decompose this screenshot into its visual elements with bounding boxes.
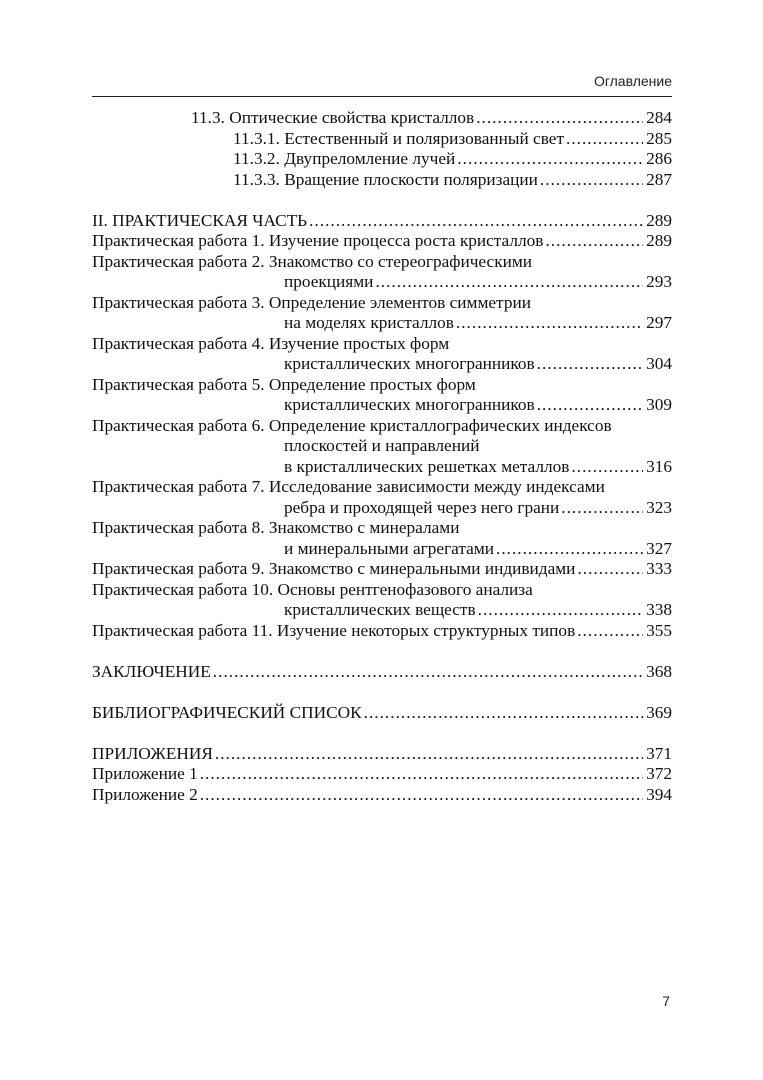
toc-entry-practical-4[interactable] [92, 354, 672, 375]
toc-entry-text: Практическая работа 2. Знакомство со стереографическими [92, 251, 533, 271]
toc-entry-11-3-2[interactable] [92, 149, 672, 170]
toc-entry-practical-5[interactable] [92, 395, 672, 416]
toc-entry-text: кристаллических многогранников [284, 395, 535, 414]
toc-entry-text: ПРИЛОЖЕНИЯ [92, 743, 213, 763]
toc-page-number: 297 [646, 313, 672, 332]
leader-dots [375, 272, 643, 293]
leader-dots [456, 313, 643, 334]
header-title: Оглавление [593, 73, 672, 89]
toc-entry-practical-9[interactable] [92, 559, 672, 580]
leader-dots [537, 354, 643, 375]
toc-entry-practical-2-title[interactable] [92, 252, 672, 273]
leader-dots [577, 559, 643, 580]
toc-page-number: 289 [646, 210, 672, 230]
leader-dots [496, 539, 643, 560]
leader-dots [540, 170, 643, 191]
toc-entry-conclusion[interactable] [92, 662, 672, 683]
toc-entry-text: кристаллических многогранников [284, 354, 535, 373]
toc-page-number: 284 [646, 108, 672, 127]
toc-entry-11-3-1[interactable] [92, 129, 672, 150]
page-number: 7 [662, 993, 670, 1009]
leader-dots [200, 764, 643, 785]
toc-page-number: 323 [646, 497, 672, 517]
spacer [92, 723, 672, 744]
toc-entry-text: Практическая работа 1. Изучение процесса роста кристаллов [92, 231, 544, 250]
toc-entry-practical-3[interactable] [92, 313, 672, 334]
toc-entry-practical-1[interactable] [92, 231, 672, 252]
toc-entry-text: Приложение 2 [92, 784, 198, 804]
toc-entry-text: проекциями [284, 272, 374, 291]
toc-entry-practical-4-title[interactable] [92, 334, 672, 355]
toc-entry-practical-10-title[interactable] [92, 580, 672, 601]
leader-dots [478, 600, 643, 621]
toc-entry-appendix-2[interactable] [92, 785, 672, 806]
toc-page-number: 304 [646, 354, 672, 373]
toc-page-number: 371 [646, 743, 672, 763]
toc-page-number: 338 [646, 600, 672, 619]
leader-dots [215, 744, 643, 765]
leader-dots [364, 703, 643, 724]
toc-entry-practical-8[interactable] [92, 539, 672, 560]
toc-entry-text: 11.3.3. Вращение плоскости поляризации [233, 169, 538, 189]
toc-entry-text: 11.3. Оптические свойства кристаллов [191, 108, 475, 127]
toc-entry-text: II. ПРАКТИЧЕСКАЯ ЧАСТЬ [92, 210, 308, 230]
toc-entry-11-3-3[interactable] [92, 170, 672, 191]
toc-entry-appendices[interactable] [92, 744, 672, 765]
toc-entry-practical-11[interactable] [92, 621, 672, 642]
leader-dots [200, 785, 643, 806]
toc-entry-text: Практическая работа 3. Определение элементов симметрии [92, 292, 531, 312]
toc-entry-text: Практическая работа 11. Изучение некоторых структурных типов [92, 620, 576, 640]
toc-page-number: 285 [646, 128, 672, 148]
toc-entry-practical-2[interactable] [92, 272, 672, 293]
toc-entry-practical-7-title[interactable] [92, 477, 672, 498]
table-of-contents [92, 108, 672, 805]
leader-dots [213, 662, 643, 683]
toc-entry-text: в кристаллических решетках металлов [284, 456, 570, 476]
toc-entry-appendix-1[interactable] [92, 764, 672, 785]
toc-page-number: 286 [646, 149, 672, 168]
leader-dots [537, 395, 643, 416]
toc-page-number: 287 [646, 169, 672, 189]
toc-page-number: 394 [646, 784, 672, 804]
leader-dots [561, 498, 643, 519]
leader-dots [309, 211, 643, 232]
toc-page-number: 333 [646, 559, 672, 578]
leader-dots [476, 108, 643, 129]
running-header [92, 70, 672, 97]
toc-entry-text: Практическая работа 7. Исследование зависимости между индексами [92, 477, 605, 496]
toc-page-number: 368 [646, 661, 672, 681]
toc-entry-text: Практическая работа 8. Знакомство с минералами [92, 518, 460, 537]
toc-entry-text: кристаллических веществ [284, 600, 476, 619]
spacer [92, 190, 672, 211]
toc-page-number: 309 [646, 395, 672, 414]
toc-entry-text: 11.3.1. Естественный и поляризованный свет [233, 128, 564, 148]
toc-entry-text: ребра и проходящей через него грани [284, 497, 560, 517]
toc-entry-practical-5-title[interactable] [92, 375, 672, 396]
toc-entry-text: Практическая работа 5. Определение простых форм [92, 374, 476, 394]
toc-page-number: 355 [646, 620, 672, 640]
leader-dots [457, 149, 643, 170]
toc-entry-part-2[interactable] [92, 211, 672, 232]
toc-entry-practical-3-title[interactable] [92, 293, 672, 314]
toc-entry-text: Практическая работа 10. Основы рентгенофазового анализа [92, 579, 533, 599]
toc-entry-text: и минеральными агрегатами [284, 538, 494, 558]
leader-dots [577, 621, 643, 642]
spacer [92, 682, 672, 703]
toc-entry-practical-10[interactable] [92, 600, 672, 621]
toc-page-number: 372 [646, 764, 672, 783]
toc-entry-text: плоскостей и направлений [284, 436, 480, 455]
toc-entry-text: Практическая работа 6. Определение кристаллографических индексов [92, 415, 612, 435]
toc-entry-text: Практическая работа 4. Изучение простых форм [92, 333, 450, 353]
toc-entry-practical-8-title[interactable] [92, 518, 672, 539]
toc-page-number: 327 [646, 538, 672, 558]
toc-entry-practical-7[interactable] [92, 498, 672, 519]
spacer [92, 641, 672, 662]
toc-entry-text: Практическая работа 9. Знакомство с минеральными индивидами [92, 559, 576, 578]
toc-page-number: 293 [646, 272, 672, 291]
leader-dots [566, 129, 643, 150]
toc-entry-text: ЗАКЛЮЧЕНИЕ [92, 661, 211, 681]
toc-page-number: 289 [646, 231, 672, 250]
toc-page-number: 369 [646, 702, 672, 722]
toc-entry-bibliography[interactable] [92, 703, 672, 724]
toc-entry-text: на моделях кристаллов [284, 313, 454, 332]
toc-page-number: 316 [646, 456, 672, 476]
toc-entry-practical-6[interactable] [92, 457, 672, 478]
leader-dots [545, 231, 643, 252]
toc-entry-text: БИБЛИОГРАФИЧЕСКИЙ СПИСОК [92, 702, 362, 722]
toc-entry-11-3[interactable] [92, 108, 672, 129]
toc-entry-text: 11.3.2. Двупреломление лучей [233, 149, 456, 168]
toc-entry-practical-6-title[interactable] [92, 416, 672, 437]
toc-entry-text: Приложение 1 [92, 764, 198, 783]
leader-dots [571, 457, 643, 478]
toc-entry-practical-6-subtitle[interactable] [92, 436, 672, 457]
